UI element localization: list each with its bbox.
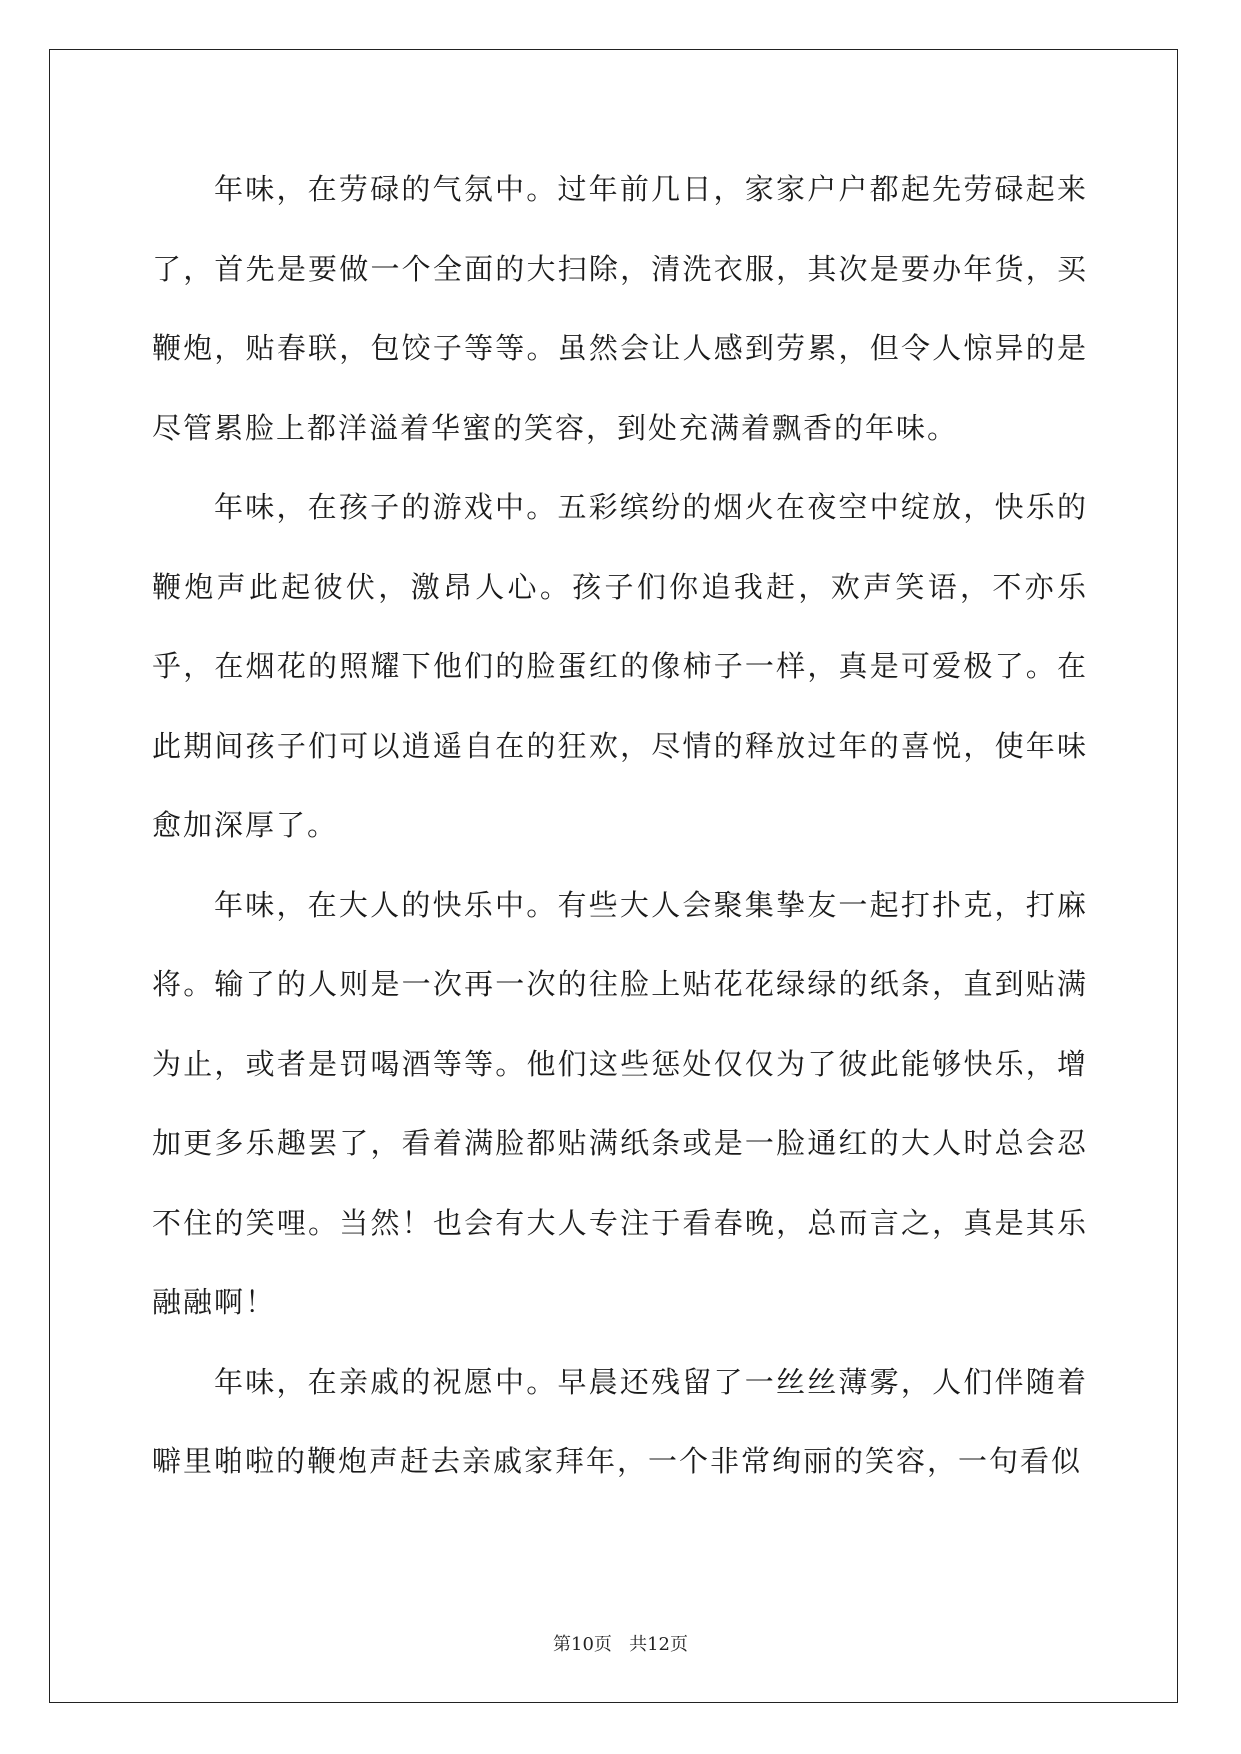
paragraph-4: 年味，在亲戚的祝愿中。早晨还残留了一丝丝薄雾，人们伴随着噼里啪啦的鞭炮声赶去亲戚家拜年，一个非常绚丽的笑容，一句看似	[152, 1364, 1088, 1478]
paragraph-2: 年味，在孩子的游戏中。五彩缤纷的烟火在夜空中绽放，快乐的鞭炮声此起彼伏，激昂人心。孩子们你追我赶，欢声笑语，不亦乐乎，在烟花的照耀下他们的脸蛋红的像柿子一样，真是可爱极了。在此期间孩子们可以逍遥自在的狂欢，尽情的释放过年的喜悦，使年味愈加深厚了。	[152, 490, 1088, 842]
page-number-footer: 第10页 共12页	[553, 1634, 688, 1655]
paragraph-1: 年味，在劳碌的气氛中。过年前几日，家家户户都起先劳碌起来了，首先是要做一个全面的大扫除，清洗衣服，其次是要办年货，买鞭炮，贴春联，包饺子等等。虽然会让人感到劳累，但令人惊异的是尽管累脸上都洋溢着华蜜的笑容，到处充满着飘香的年味。	[152, 172, 1088, 445]
document-body	[152, 150, 1088, 1502]
paragraph-3: 年味，在大人的快乐中。有些大人会聚集挚友一起打扑克，打麻将。输了的人则是一次再一次的往脸上贴花花绿绿的纸条，直到贴满为止，或者是罚喝酒等等。他们这些惩处仅仅为了彼此能够快乐，增加更多乐趣罢了，看着满脸都贴满纸条或是一脸通红的大人时总会忍不住的笑哩。当然！也会有大人专注于看春晚，总而言之，真是其乐融融啊！	[152, 887, 1088, 1319]
